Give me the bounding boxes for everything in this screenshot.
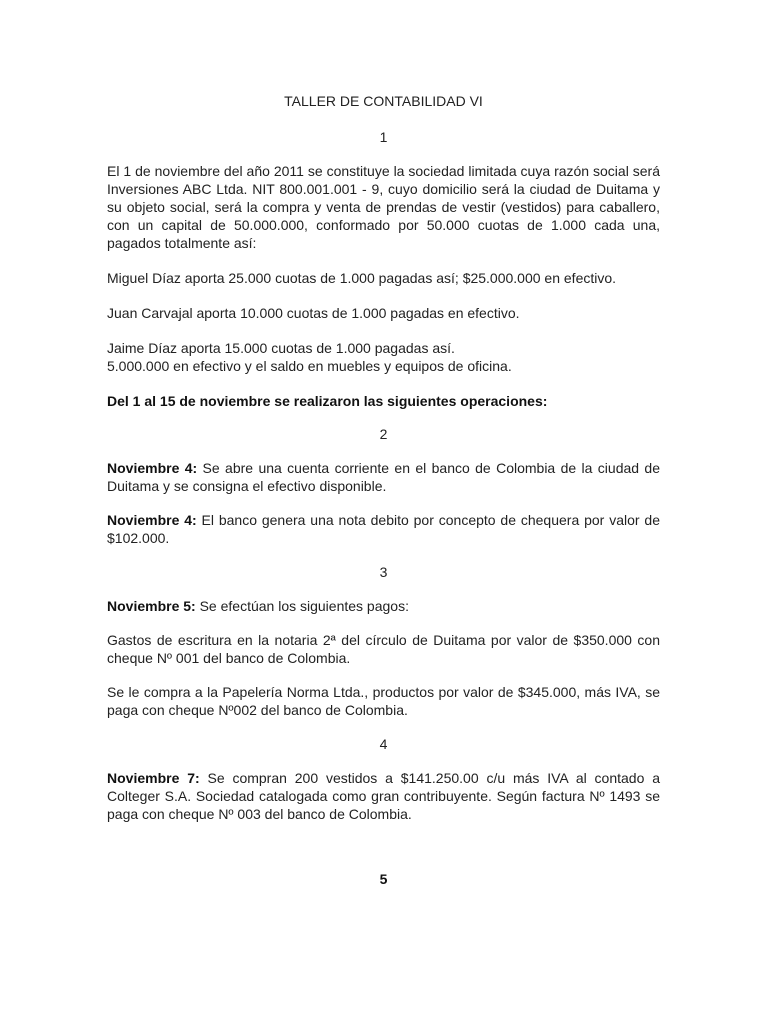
compra-paragraph: Se le compra a la Papelería Norma Ltda., productos por valor de $345.000, más IVA, se paga con cheque Nº002 del banco de Colombia. bbox=[107, 684, 660, 718]
nov5-label: Noviembre 5: bbox=[107, 598, 196, 614]
nov7-text: Se compran 200 vestidos a $141.250.00 c/u más IVA al contado a Colteger S.A. Sociedad catalogada como gran contribuyente. Según factura Nº 1493 se paga con cheque Nº 003 del banco de Colombia. bbox=[107, 770, 660, 822]
nov4-debit-label: Noviembre 4: bbox=[107, 512, 197, 528]
document-page bbox=[107, 88, 660, 888]
jaime-line-1: Jaime Díaz aporta 15.000 cuotas de 1.000 pagadas así. bbox=[107, 340, 455, 356]
juan-paragraph: Juan Carvajal aporta 10.000 cuotas de 1.000 pagadas en efectivo. bbox=[107, 305, 520, 321]
gastos-paragraph: Gastos de escritura en la notaria 2ª del círculo de Duitama por valor de $350.000 con cheque Nº 001 del banco de Colombia. bbox=[107, 632, 660, 666]
section-number-2: 2 bbox=[379, 426, 388, 442]
nov5-paragraph bbox=[107, 597, 660, 615]
jaime-paragraph bbox=[107, 339, 660, 375]
nov7-label: Noviembre 7: bbox=[107, 770, 200, 786]
intro-paragraph: El 1 de noviembre del año 2011 se constituye la sociedad limitada cuya razón social será Inversiones ABC Ltda. NIT 800.001.001 - 9, cuyo domicilio será la ciudad de Duitama y su objeto social, será la compra y venta de prendas de vestir (vestidos) para caballero, con un capital de 50.000.000, conformado por 50.000 cuotas de 1.000 cada una, pagados totalmente así: bbox=[107, 163, 660, 251]
section-number-1: 1 bbox=[379, 129, 388, 145]
jaime-line-2: 5.000.000 en efectivo y el saldo en muebles y equipos de oficina. bbox=[107, 358, 512, 374]
nov4-debit-paragraph bbox=[107, 511, 660, 547]
document-title: TALLER DE CONTABILIDAD VI bbox=[284, 93, 483, 109]
nov5-text: Se efectúan los siguientes pagos: bbox=[195, 598, 409, 614]
section-number-5 bbox=[107, 870, 660, 888]
section-number-3: 3 bbox=[379, 564, 388, 580]
nov4-account-paragraph bbox=[107, 459, 660, 495]
nov4-debit-text: El banco genera una nota debito por concepto de chequera por valor de $102.000. bbox=[107, 512, 660, 546]
section-number-5-text: 5 bbox=[379, 871, 388, 887]
nov4-account-text: Se abre una cuenta corriente en el banco de Colombia de la ciudad de Duitama y se consigna el efectivo disponible. bbox=[107, 460, 660, 494]
nov4-account-label: Noviembre 4: bbox=[107, 460, 198, 476]
section-number-4: 4 bbox=[379, 736, 388, 752]
operations-heading bbox=[107, 392, 660, 410]
miguel-paragraph: Miguel Díaz aporta 25.000 cuotas de 1.000 pagadas así; $25.000.000 en efectivo. bbox=[107, 270, 617, 286]
nov7-paragraph bbox=[107, 769, 660, 823]
operations-heading-text: Del 1 al 15 de noviembre se realizaron las siguientes operaciones: bbox=[107, 393, 548, 409]
